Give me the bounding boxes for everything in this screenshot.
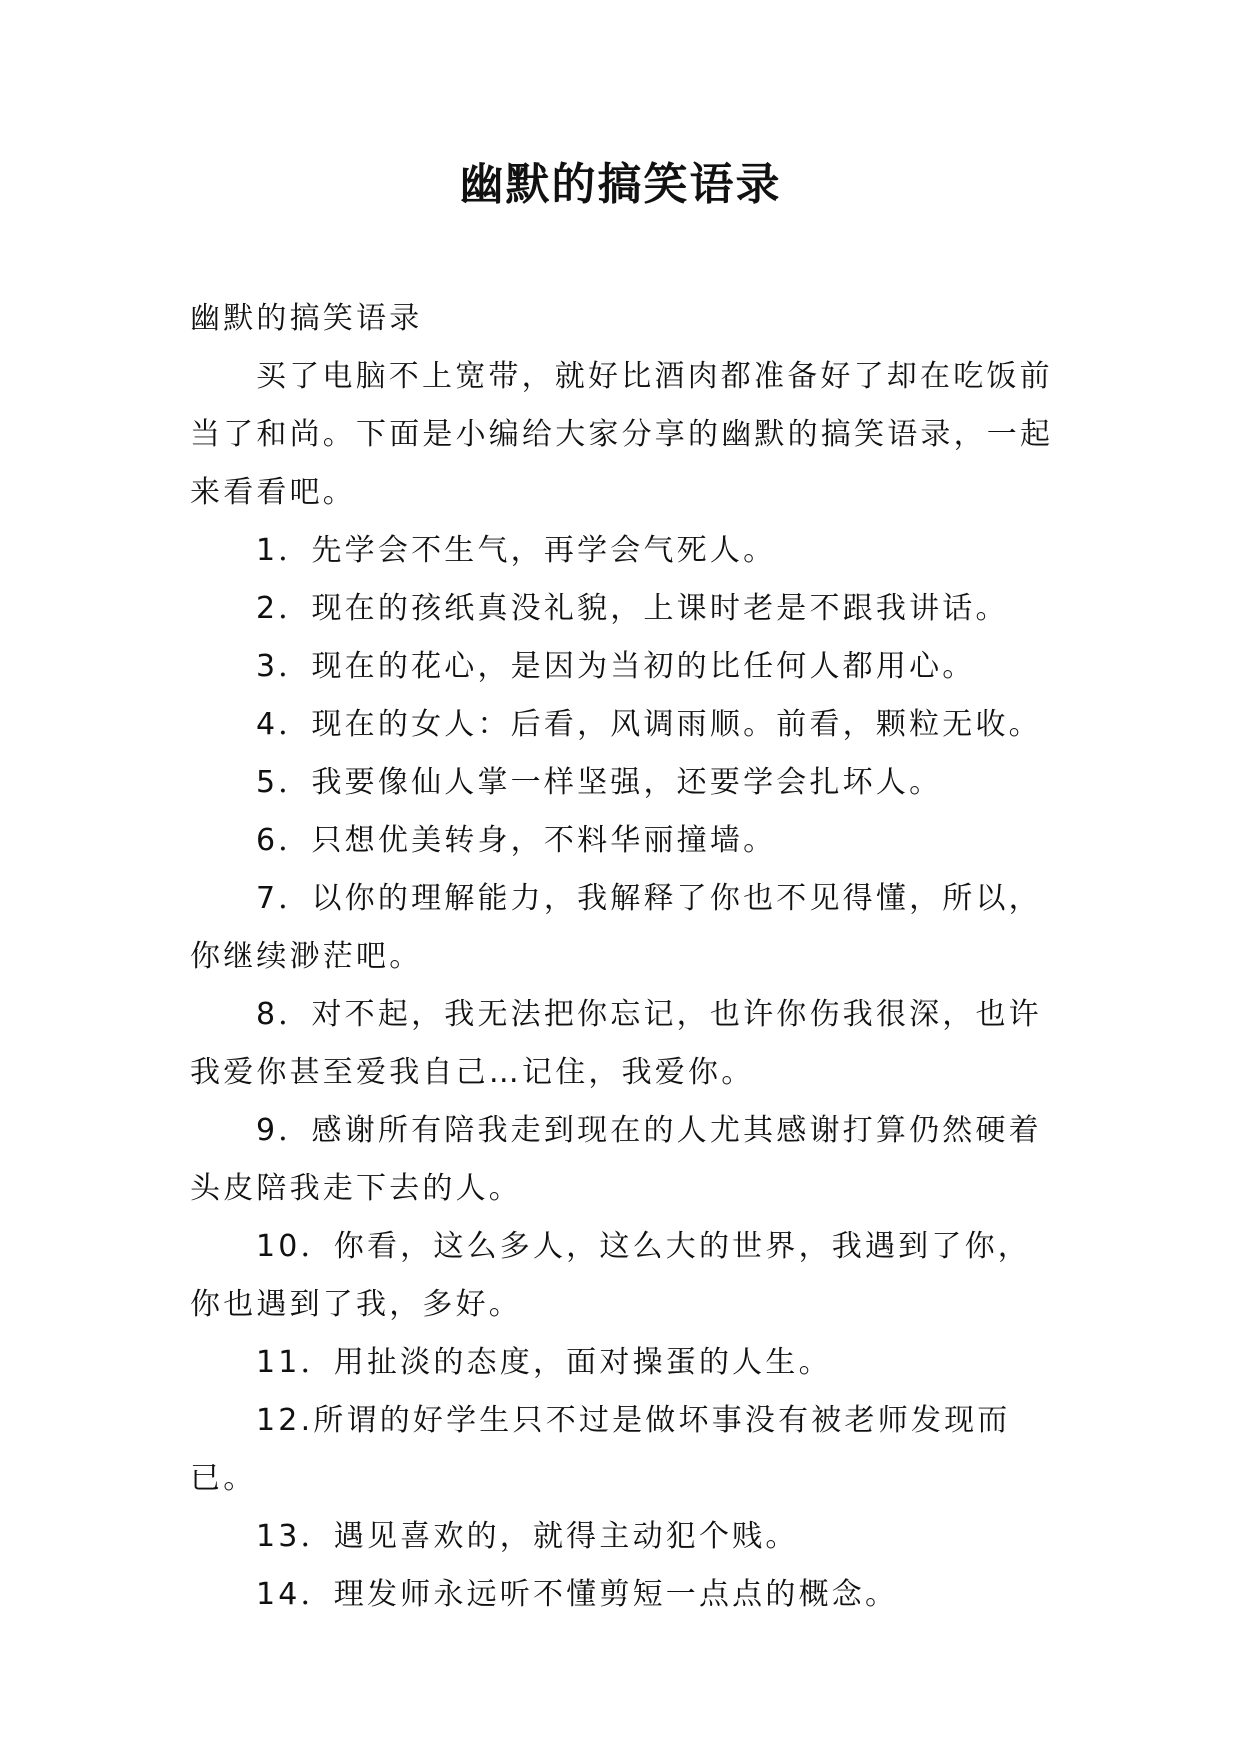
list-item: 2．现在的孩纸真没礼貌，上课时老是不跟我讲话。 — [256, 591, 1009, 626]
list-item: 1．先学会不生气，再学会气死人。 — [256, 533, 777, 568]
list-item: 8．对不起，我无法把你忘记，也许你伤我很深，也许我爱你甚至爱我自己…记住，我爱你。 — [190, 997, 1042, 1090]
intro-paragraph: 买了电脑不上宽带，就好比酒肉都准备好了却在吃饭前当了和尚。下面是小编给大家分享的幽默的搞笑语录，一起来看看吧。 — [190, 359, 1054, 510]
subtitle-paragraph: 幽默的搞笑语录 — [190, 301, 423, 336]
list-item: 9．感谢所有陪我走到现在的人尤其感谢打算仍然硬着头皮陪我走下去的人。 — [190, 1113, 1042, 1206]
list-item: 10．你看，这么多人，这么大的世界，我遇到了你，你也遇到了我，多好。 — [190, 1229, 1031, 1322]
document-body — [190, 290, 1060, 1624]
list-item: 7．以你的理解能力，我解释了你也不见得懂，所以，你继续渺茫吧。 — [190, 881, 1042, 974]
list-item: 4．现在的女人：后看，风调雨顺。前看，颗粒无收。 — [256, 707, 1042, 742]
list-item: 14．理发师永远听不懂剪短一点点的概念。 — [256, 1577, 899, 1612]
list-item: 13．遇见喜欢的，就得主动犯个贱。 — [256, 1519, 799, 1554]
list-item: 11．用扯淡的态度，面对操蛋的人生。 — [256, 1345, 832, 1380]
document-title: 幽默的搞笑语录 — [459, 159, 782, 210]
list-item: 6．只想优美转身，不料华丽撞墙。 — [256, 823, 777, 858]
list-item: 5．我要像仙人掌一样坚强，还要学会扎坏人。 — [256, 765, 943, 800]
list-item: 12.所谓的好学生只不过是做坏事没有被老师发现而已。 — [190, 1403, 1011, 1496]
list-item: 3．现在的花心，是因为当初的比任何人都用心。 — [256, 649, 976, 684]
